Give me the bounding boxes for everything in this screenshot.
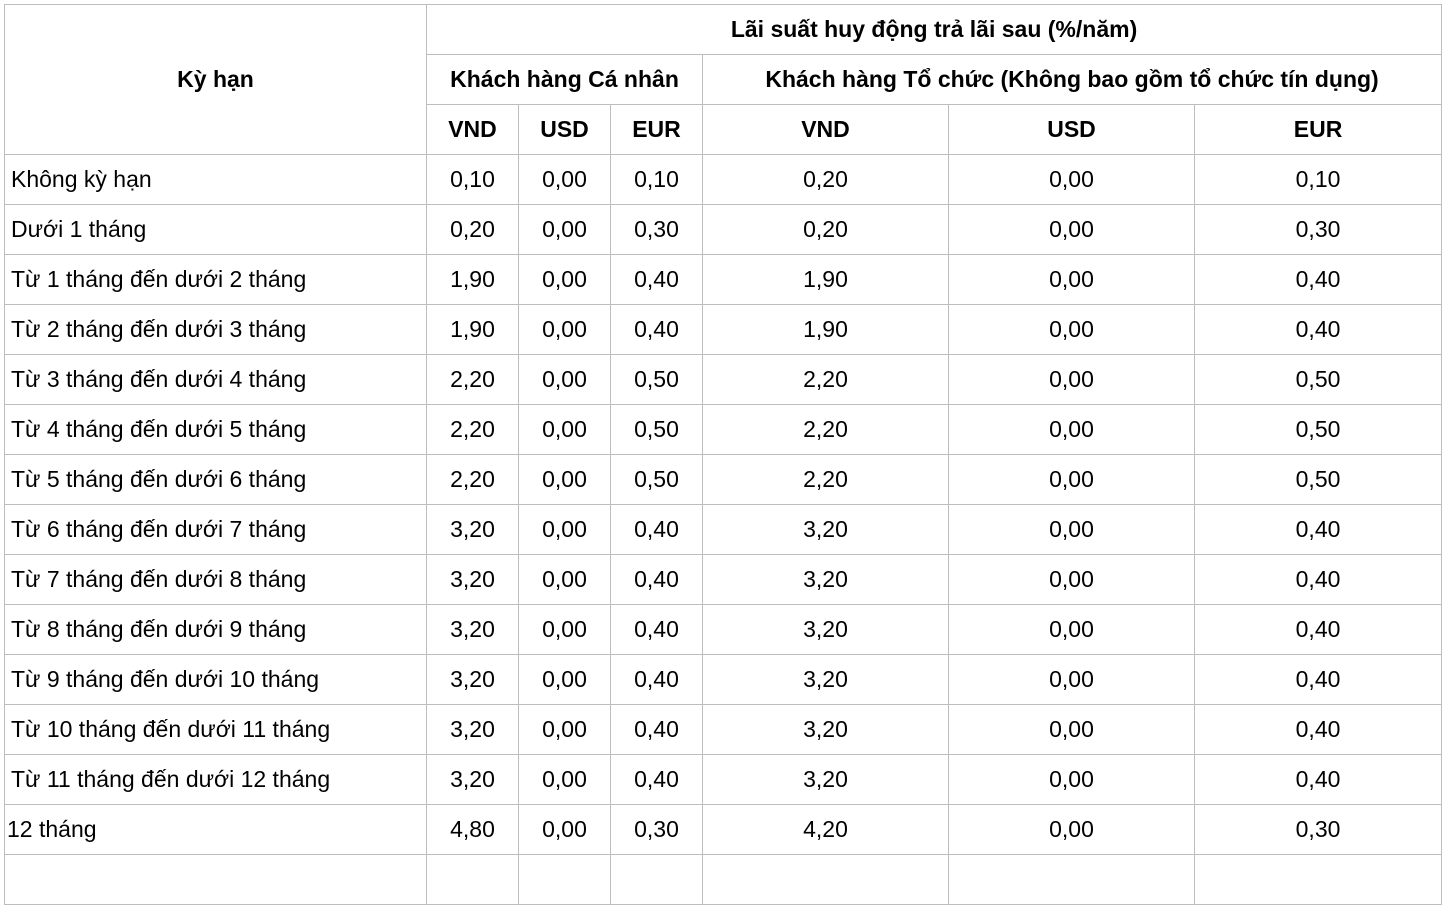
rate-cell: 0,00 [949,705,1195,755]
empty-cell [949,855,1195,905]
rate-cell: 0,00 [519,605,611,655]
term-cell: Dưới 1 tháng [5,205,427,255]
rate-cell: 3,20 [703,505,949,555]
rate-cell: 0,40 [611,305,703,355]
rate-cell: 1,90 [427,255,519,305]
rate-cell: 0,40 [611,505,703,555]
currency-header-organization-usd: USD [949,105,1195,155]
rate-cell: 0,30 [1195,805,1442,855]
term-cell: Từ 4 tháng đến dưới 5 tháng [5,405,427,455]
term-cell: Từ 10 tháng đến dưới 11 tháng [5,705,427,755]
rate-cell: 0,40 [1195,655,1442,705]
rate-cell: 0,20 [703,205,949,255]
rate-cell: 0,20 [703,155,949,205]
rate-cell: 1,90 [427,305,519,355]
rate-cell: 0,40 [1195,255,1442,305]
term-cell: Từ 11 tháng đến dưới 12 tháng [5,755,427,805]
term-cell: Từ 1 tháng đến dưới 2 tháng [5,255,427,305]
rate-cell: 2,20 [427,455,519,505]
rate-cell: 0,50 [611,455,703,505]
rate-cell: 3,20 [703,655,949,705]
rate-cell: 0,30 [1195,205,1442,255]
rate-cell: 3,20 [427,605,519,655]
rate-cell: 0,10 [427,155,519,205]
rate-cell: 0,50 [611,355,703,405]
empty-cell [1195,855,1442,905]
rate-cell: 0,00 [519,505,611,555]
currency-header-individual-eur: EUR [611,105,703,155]
rate-cell: 0,00 [519,705,611,755]
rate-cell: 2,20 [427,405,519,455]
table-row [5,205,1442,255]
rate-cell: 0,00 [519,155,611,205]
rate-cell: 0,00 [519,755,611,805]
rate-cell: 0,30 [611,805,703,855]
table-row [5,555,1442,605]
rate-cell: 2,20 [703,405,949,455]
individual-customer-header: Khách hàng Cá nhân [427,55,703,105]
rate-cell: 4,20 [703,805,949,855]
rate-cell: 3,20 [427,555,519,605]
rate-cell: 0,00 [949,655,1195,705]
term-cell: Từ 3 tháng đến dưới 4 tháng [5,355,427,405]
currency-header-organization-vnd: VND [703,105,949,155]
empty-cell [427,855,519,905]
rate-cell: 0,10 [1195,155,1442,205]
rate-cell: 3,20 [703,605,949,655]
table-row [5,705,1442,755]
empty-cell [703,855,949,905]
rate-cell: 3,20 [427,705,519,755]
rate-cell: 2,20 [703,455,949,505]
rate-cell: 0,40 [1195,605,1442,655]
table-row [5,155,1442,205]
rate-cell: 0,40 [1195,755,1442,805]
rate-cell: 0,00 [949,255,1195,305]
rate-cell: 0,00 [519,555,611,605]
rate-cell: 0,00 [949,305,1195,355]
rate-cell: 0,40 [611,755,703,805]
table-row [5,755,1442,805]
table-row [5,505,1442,555]
rate-cell: 1,90 [703,255,949,305]
rate-cell: 0,00 [949,555,1195,605]
rate-cell: 0,00 [949,355,1195,405]
rate-cell: 0,50 [1195,455,1442,505]
table-row [5,855,1442,905]
rate-cell: 0,50 [1195,355,1442,405]
term-cell: Từ 6 tháng đến dưới 7 tháng [5,505,427,555]
rate-cell: 0,00 [949,155,1195,205]
rate-cell: 0,00 [519,205,611,255]
rate-cell: 0,00 [519,405,611,455]
rate-cell: 3,20 [703,755,949,805]
rate-cell: 0,00 [519,305,611,355]
rate-cell: 0,40 [1195,555,1442,605]
table-row [5,355,1442,405]
rate-cell: 0,40 [611,605,703,655]
currency-header-individual-usd: USD [519,105,611,155]
term-cell: 12 tháng [5,805,427,855]
rate-cell: 4,80 [427,805,519,855]
rate-cell: 0,50 [1195,405,1442,455]
rate-cell: 0,40 [611,705,703,755]
rate-cell: 0,30 [611,205,703,255]
rate-cell: 0,00 [949,205,1195,255]
rate-cell: 3,20 [427,755,519,805]
rate-cell: 0,00 [519,255,611,305]
rate-cell: 0,40 [611,655,703,705]
rate-cell: 0,00 [519,455,611,505]
rate-cell: 0,40 [611,555,703,605]
empty-cell [611,855,703,905]
rate-cell: 3,20 [703,705,949,755]
rate-cell: 0,00 [949,505,1195,555]
rate-cell: 0,40 [1195,705,1442,755]
empty-cell [519,855,611,905]
currency-header-individual-vnd: VND [427,105,519,155]
interest-rate-table [4,4,1442,905]
organization-customer-header: Khách hàng Tổ chức (Không bao gồm tổ chức tín dụng) [703,55,1442,105]
rate-cell: 0,00 [949,755,1195,805]
term-cell: Không kỳ hạn [5,155,427,205]
term-cell: Từ 9 tháng đến dưới 10 tháng [5,655,427,705]
rate-cell: 2,20 [703,355,949,405]
term-header: Kỳ hạn [5,5,427,155]
rate-cell: 3,20 [427,505,519,555]
empty-cell [5,855,427,905]
rate-cell: 0,40 [1195,505,1442,555]
rate-cell: 0,00 [949,455,1195,505]
rate-group-header: Lãi suất huy động trả lãi sau (%/năm) [427,5,1442,55]
term-cell: Từ 5 tháng đến dưới 6 tháng [5,455,427,505]
table-row [5,455,1442,505]
rate-cell: 3,20 [703,555,949,605]
table-row [5,255,1442,305]
term-cell: Từ 2 tháng đến dưới 3 tháng [5,305,427,355]
rate-cell: 0,00 [519,655,611,705]
term-cell: Từ 8 tháng đến dưới 9 tháng [5,605,427,655]
rate-cell: 3,20 [427,655,519,705]
table-row [5,655,1442,705]
rate-cell: 0,20 [427,205,519,255]
rate-cell: 0,50 [611,405,703,455]
currency-header-organization-eur: EUR [1195,105,1442,155]
rate-cell: 0,40 [611,255,703,305]
rate-cell: 0,00 [949,605,1195,655]
rate-cell: 0,00 [519,355,611,405]
table-row [5,305,1442,355]
rate-cell: 1,90 [703,305,949,355]
rate-cell: 0,40 [1195,305,1442,355]
table-row [5,405,1442,455]
table-row [5,605,1442,655]
rate-cell: 0,00 [519,805,611,855]
term-cell: Từ 7 tháng đến dưới 8 tháng [5,555,427,605]
rate-cell: 0,00 [949,405,1195,455]
rate-cell: 0,00 [949,805,1195,855]
rate-cell: 0,10 [611,155,703,205]
table-row [5,805,1442,855]
rate-cell: 2,20 [427,355,519,405]
